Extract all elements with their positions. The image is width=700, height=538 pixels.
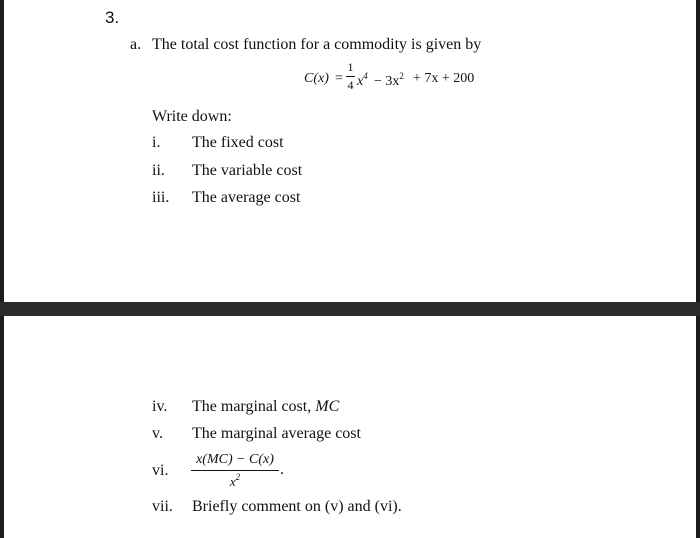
item-numeral: iii. bbox=[152, 189, 170, 206]
item-text-average-cost: The average cost bbox=[192, 189, 301, 206]
question-page-bottom bbox=[0, 316, 700, 538]
mc-italic: MC bbox=[315, 398, 340, 415]
equation-term1 bbox=[357, 71, 368, 90]
term1-exp: 4 bbox=[363, 71, 368, 81]
term2-text: − 3x bbox=[374, 74, 400, 89]
equation-term3: + 7x + 200 bbox=[413, 71, 475, 86]
equation-term2 bbox=[374, 71, 404, 90]
part-label: a. bbox=[130, 36, 142, 53]
term1-var: x bbox=[357, 74, 364, 89]
fraction-trailing-period: . bbox=[280, 461, 284, 478]
item-text-comment: Briefly comment on (v) and (vi). bbox=[192, 498, 402, 515]
item-numeral: vii. bbox=[152, 498, 173, 515]
item-text-fixed-cost: The fixed cost bbox=[192, 134, 284, 151]
equation-frac-den: 4 bbox=[347, 78, 354, 92]
item-text-marginal-average-cost: The marginal average cost bbox=[192, 425, 361, 442]
write-down-label: Write down: bbox=[152, 108, 232, 125]
item-numeral: vi. bbox=[152, 462, 169, 479]
item-text-marginal-cost: The marginal cost, MC bbox=[192, 398, 340, 415]
fraction-bar bbox=[191, 470, 279, 471]
item-text-variable-cost: The variable cost bbox=[192, 162, 303, 179]
equation-frac-num: 1 bbox=[347, 60, 354, 74]
term2-exp: 2 bbox=[399, 71, 404, 81]
item-numeral: i. bbox=[152, 134, 161, 151]
equation-frac-bar bbox=[346, 76, 355, 77]
fraction-denominator: $x^2$ bbox=[229, 472, 241, 489]
equation-equals: = bbox=[335, 71, 343, 86]
item-numeral: ii. bbox=[152, 162, 165, 179]
question-number: 3. bbox=[105, 8, 120, 27]
question-intro: The total cost function for a commodity is given by bbox=[152, 36, 482, 53]
item-numeral: v. bbox=[152, 425, 163, 442]
item-numeral: iv. bbox=[152, 398, 168, 415]
fraction-numerator: x(MC) − C(x) bbox=[196, 452, 274, 467]
equation-lhs: C(x) bbox=[304, 71, 329, 86]
